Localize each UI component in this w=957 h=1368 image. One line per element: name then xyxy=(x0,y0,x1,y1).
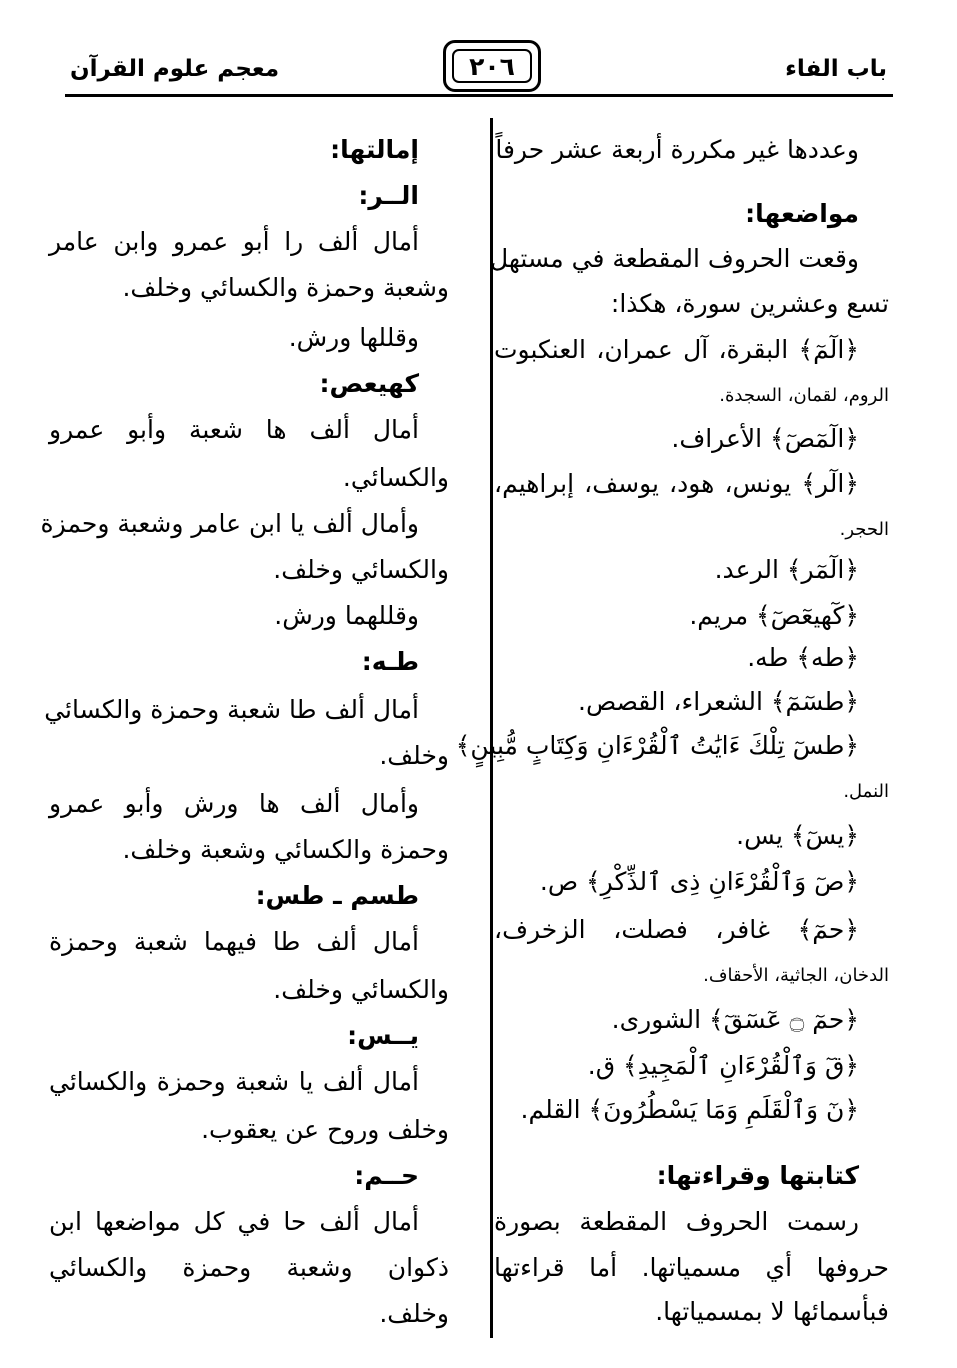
section-heading: إمالتها: xyxy=(330,135,419,164)
quran-line: ﴿صٓ وَٱلْقُرْءَانِ ذِى ٱلذِّكْرِ﴾ ص. xyxy=(539,867,859,896)
text-line: وقللها ورش. xyxy=(288,323,419,352)
text-line: النمل. xyxy=(843,781,889,802)
quran-line: ﴿حمٓ﴾ غافر، فصلت، الزخرف، xyxy=(494,915,859,944)
text-line: وقللهما ورش. xyxy=(274,601,419,630)
text-line: الدخان، الجاثية، الأحقاف. xyxy=(703,965,889,986)
subheading: كهيعص: xyxy=(319,369,419,398)
text-line: وخلف وروح عن يعقوب. xyxy=(201,1115,449,1144)
text-line: تسع وعشرين سورة، هكذا: xyxy=(610,289,889,318)
quran-line: ﴿الٓمٓصٓ﴾ الأعراف. xyxy=(671,424,859,453)
chapter-title: باب الفاء xyxy=(785,56,887,82)
quran-line: ﴿الٓمٓ﴾ البقرة، آل عمران، العنكبوت xyxy=(494,335,859,364)
quran-line: ﴿نٓ وَٱلْقَلَمِ وَمَا يَسْطُرُونَ﴾ القلم. xyxy=(520,1095,859,1124)
quran-line: ﴿قٓ وَٱلْقُرْءَانِ ٱلْمَجِيدِ﴾ ق. xyxy=(587,1051,859,1080)
quran-line: ﴿طسٓمٓ﴾ الشعراء، القصص. xyxy=(578,687,859,716)
text-line: والكسائي وخلف. xyxy=(273,975,449,1004)
page-number-frame xyxy=(443,40,541,92)
text-line: أمال ألف حا في كل مواضعها ابن xyxy=(49,1207,419,1236)
text-line: وأمال ألف يا ابن عامر وشعبة وحمزة xyxy=(40,509,419,538)
text-line: ذكوان وشعبة وحمزة والكسائي xyxy=(49,1253,449,1282)
subheading: يــس: xyxy=(347,1021,419,1050)
text-line: أمال ألف طا فيهما شعبة وحمزة xyxy=(49,927,419,956)
book-title: معجم علوم القرآن xyxy=(70,56,280,82)
text-line: وقعت الحروف المقطعة في مستهل xyxy=(489,244,859,273)
text-line: وشعبة وحمزة والكسائي وخلف. xyxy=(122,273,449,302)
text-line: رسمت الحروف المقطعة بصورة xyxy=(494,1207,859,1236)
subheading: طسم ـ طس: xyxy=(255,881,419,910)
quran-line: ﴿الٓر﴾ يونس، هود، يوسف، إبراهيم، xyxy=(494,469,859,498)
text-line: وخلف. xyxy=(379,1299,449,1328)
text-line: الروم، لقمان، السجدة. xyxy=(719,385,889,406)
text-line: فبأسمائها لا بمسمياتها. xyxy=(655,1297,889,1326)
text-line: حروفها أي مسمياتها. أما قراءتها xyxy=(494,1253,889,1282)
subheading: طـه: xyxy=(361,647,419,676)
quran-line: ﴿حمٓ ۝ عٓسٓقٓ﴾ الشورى. xyxy=(611,1005,859,1034)
quran-line: ﴿يسٓ﴾ يس. xyxy=(736,821,859,850)
subheading: حــم: xyxy=(354,1161,419,1190)
quran-line: ﴿الٓمٓر﴾ الرعد. xyxy=(714,555,859,584)
quran-line: ﴿كٓهيعٓصٓ﴾ مريم. xyxy=(689,601,859,630)
text-line: الحجر. xyxy=(839,519,889,540)
quran-line: ﴿طسٓ تِلْكَ ءَايَٰتُ ٱلْقُرْءَانِ وَكِتَابٍ مُّبِينٍ﴾ xyxy=(455,731,859,760)
text-line: وعددها غير مكررة أربعة عشر حرفاً. xyxy=(487,135,859,164)
subheading: الــر: xyxy=(358,181,419,210)
text-line: أمال ألف را أبو عمرو وابن عامر xyxy=(49,227,419,256)
text-line: والكسائي. xyxy=(342,463,449,492)
text-line: أمال ألف طا شعبة وحمزة والكسائي xyxy=(44,695,419,724)
text-line: أمال ألف ها شعبة وأبو عمرو xyxy=(49,415,419,444)
text-line: أمال ألف يا شعبة وحمزة والكسائي xyxy=(49,1067,419,1096)
quran-line: ﴿طه﴾ طه. xyxy=(747,643,859,672)
text-line: وخلف. xyxy=(379,741,449,770)
header-rule xyxy=(65,94,893,97)
page-number: ٢٠٦ xyxy=(452,49,532,83)
section-heading: مواضعها: xyxy=(745,199,859,228)
text-line: وأمال ألف ها ورش وأبو عمرو xyxy=(49,789,419,818)
text-line: والكسائي وخلف. xyxy=(273,555,449,584)
text-line: وحمزة والكسائي وشعبة وخلف. xyxy=(122,835,449,864)
section-heading: كتابتها وقراءتها: xyxy=(656,1161,859,1190)
